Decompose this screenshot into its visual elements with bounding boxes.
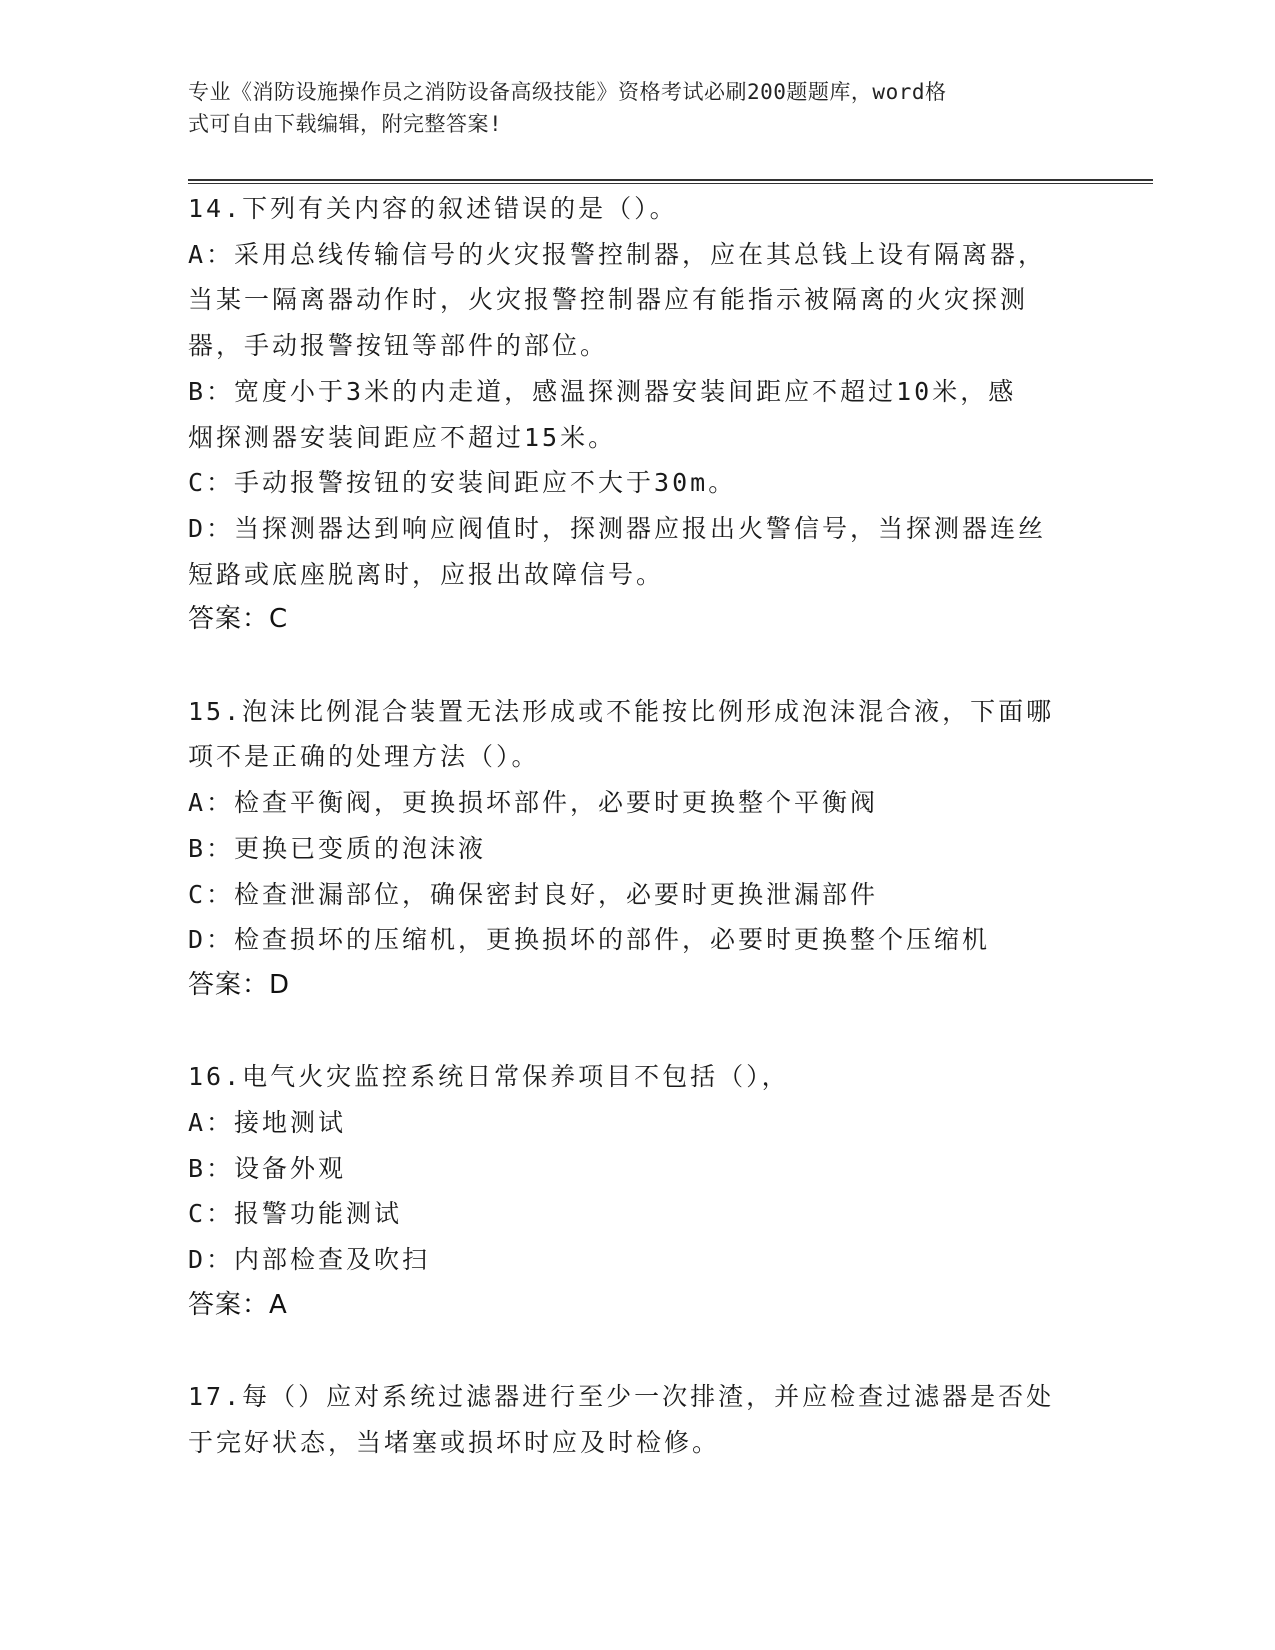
option-a: A：接地测试 <box>188 1108 347 1138</box>
question-stem: 14.下列有关内容的叙述错误的是（）。 <box>188 194 678 223</box>
spacer <box>188 1009 1088 1055</box>
header-line-2: 式可自由下载编辑，附完整答案! <box>188 112 503 136</box>
option-d: D：检查损坏的压缩机，更换损坏的部件，必要时更换整个压缩机 <box>188 925 991 955</box>
option-c: C：手动报警按钮的安装间距应不大于30m。 <box>188 468 737 498</box>
spacer <box>188 643 1088 689</box>
option-b: B：设备外观 <box>188 1153 347 1183</box>
option-a-continued: 当某一隔离器动作时，火灾报警控制器应有能指示被隔离的火灾探测 <box>188 285 1029 315</box>
option-c: C：报警功能测试 <box>188 1199 403 1229</box>
option-a: A：检查平衡阀，更换损坏部件，必要时更换整个平衡阀 <box>188 788 879 818</box>
option-b: B：宽度小于3米的内走道，感温探测器安装间距应不超过10米，感 <box>188 376 1017 406</box>
question-stem: 16.电气火灾监控系统日常保养项目不包括（）， <box>188 1062 790 1092</box>
question-stem: 15.泡沫比例混合装置无法形成或不能按比例形成泡沫混合液，下面哪 <box>188 696 1055 726</box>
question-14 <box>188 186 1088 643</box>
option-a: A：采用总线传输信号的火灾报警控制器，应在其总钱上设有隔离器， <box>188 239 1047 269</box>
option-d: D：内部检查及吹扫 <box>188 1245 431 1275</box>
header-divider-thin <box>188 183 1153 184</box>
header-line-1: 专业《消防设施操作员之消防设备高级技能》资格考试必刷200题题库，word格 <box>188 80 947 104</box>
option-a-continued: 器，手动报警按钮等部件的部位。 <box>188 331 609 361</box>
answer-label: 答案：A <box>188 1289 288 1320</box>
answer-label: 答案：D <box>188 969 291 1000</box>
answer-label: 答案：C <box>188 604 289 635</box>
header-divider-thick <box>188 179 1153 181</box>
option-b: B：更换已变质的泡沫液 <box>188 833 487 863</box>
option-c: C：检查泄漏部位，确保密封良好，必要时更换泄漏部件 <box>188 879 879 909</box>
document-header <box>188 76 1068 140</box>
question-stem: 17.每（）应对系统过滤器进行至少一次排渣，并应检查过滤器是否处 <box>188 1382 1055 1412</box>
question-stem-continued: 项不是正确的处理方法（）。 <box>188 742 540 772</box>
option-d-continued: 短路或底座脱离时，应报出故障信号。 <box>188 559 665 589</box>
option-d: D：当探测器达到响应阀值时，探测器应报出火警信号，当探测器连丝 <box>188 513 1047 543</box>
question-15 <box>188 689 1088 1009</box>
question-stem-continued: 于完好状态，当堵塞或损坏时应及时检修。 <box>188 1427 721 1457</box>
question-list <box>188 186 1088 1466</box>
spacer <box>188 1329 1088 1375</box>
question-17 <box>188 1374 1088 1465</box>
option-b-continued: 烟探测器安装间距应不超过15米。 <box>188 422 617 452</box>
question-16 <box>188 1054 1088 1328</box>
